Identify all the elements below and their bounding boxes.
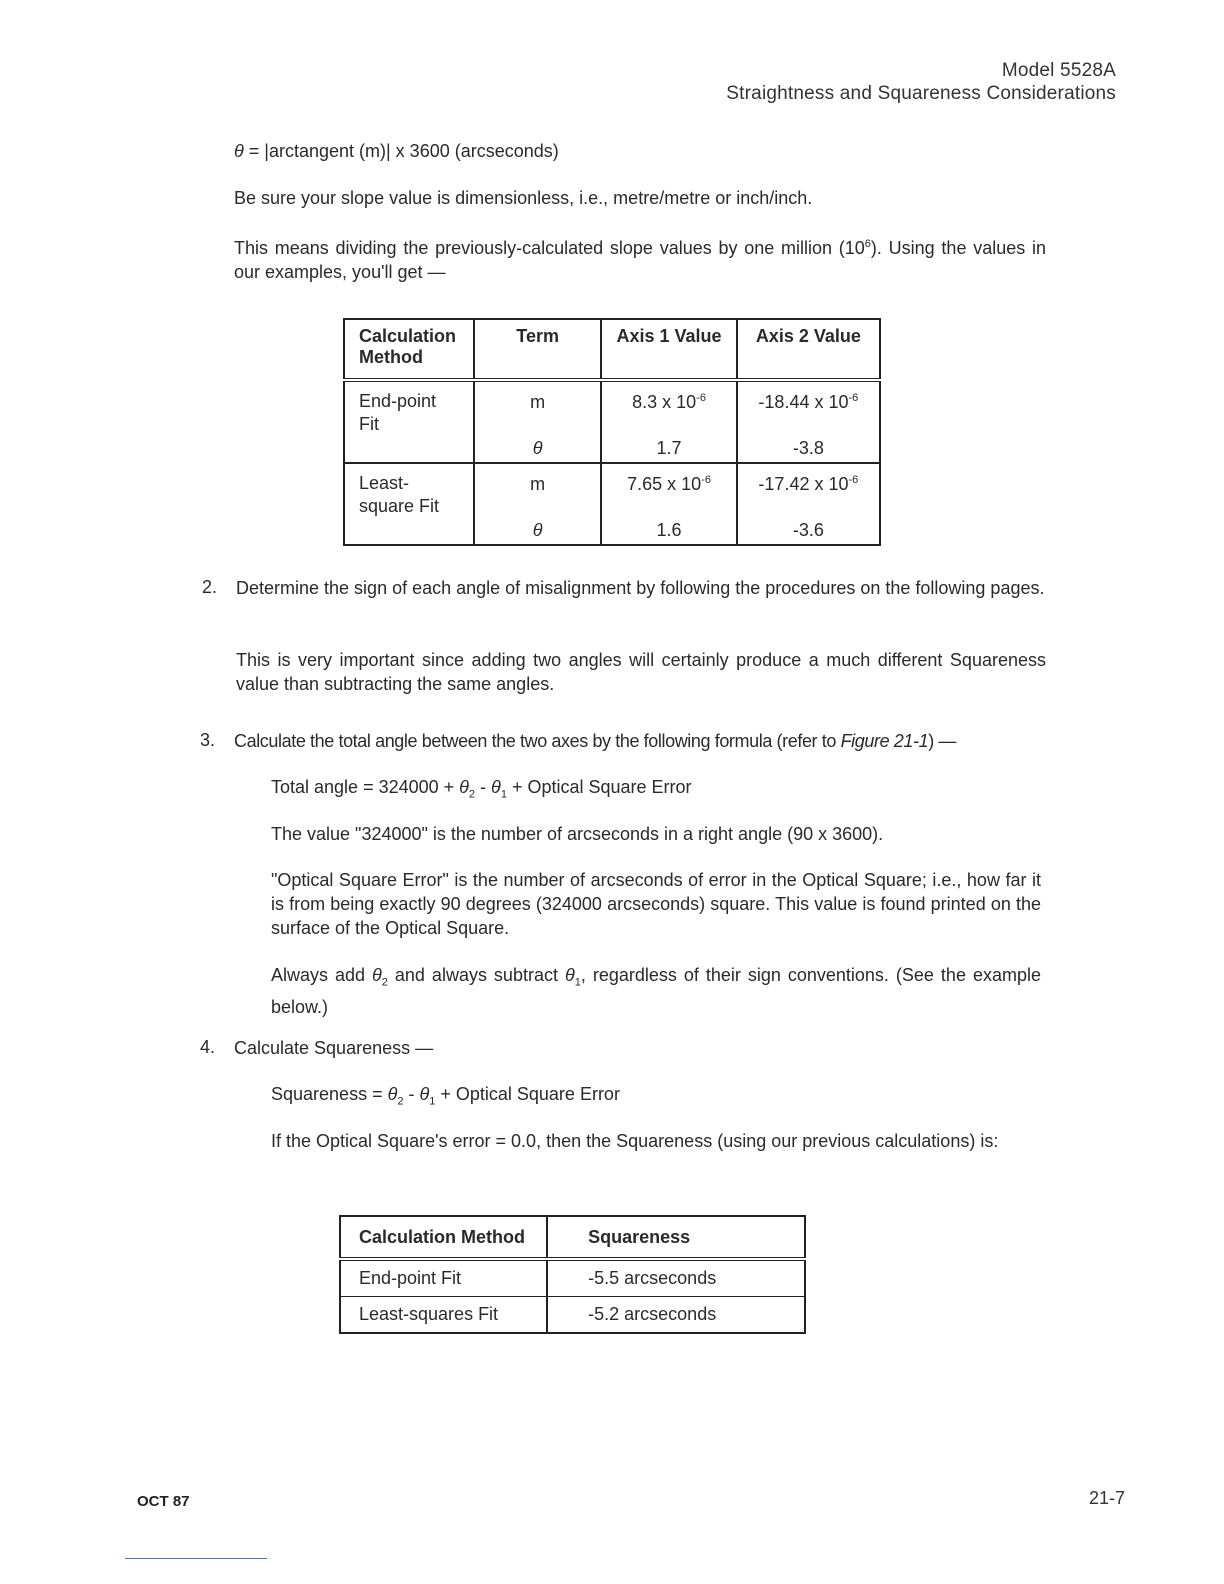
theta-formula-text: = |arctangent (m)| x 3600 (arcseconds) — [243, 141, 559, 161]
term-theta: θ — [532, 520, 543, 540]
theta1-subscript: 1 — [500, 788, 507, 801]
theta1-subscript: 1 — [574, 976, 581, 989]
axis1-m-exp: -6 — [701, 474, 711, 486]
step2-note: This is very important since adding two angles will certainly produce a much different Squareness value than subtracting the same angles. — [236, 650, 1046, 694]
axis2-m-exp: -6 — [848, 392, 859, 404]
theta1-symbol: θ — [419, 1084, 430, 1104]
dividing-exponent: 6 — [864, 238, 871, 250]
step3-text-after: ) — — [928, 731, 957, 751]
squareness-cell: -5.2 arcseconds — [588, 1304, 717, 1324]
always-text-a: Always add — [271, 965, 373, 985]
footer-date: OCT 87 — [137, 1493, 190, 1510]
theta1-symbol: θ — [564, 965, 575, 985]
table-header-row — [340, 1216, 805, 1259]
table-row — [340, 1259, 805, 1297]
term-theta: θ — [532, 438, 543, 458]
axis1-m-value — [602, 474, 735, 495]
squareness-table — [339, 1215, 806, 1334]
axis2-m-base: -17.42 x 10 — [758, 474, 849, 494]
step4-number: 4. — [200, 1037, 216, 1057]
axis2-m-base: -18.44 x 10 — [758, 392, 849, 412]
minus-sign: - — [403, 1084, 420, 1104]
header-calculation-method: Calculation Method — [344, 319, 474, 380]
squareness-formula — [271, 1082, 620, 1114]
axis1-m-exp: -6 — [696, 392, 706, 404]
minus-sign: - — [475, 777, 492, 797]
error-note: "Optical Square Error" is the number of arcseconds of error in the Optical Square; i.e., how far it is from being exactly 90 degrees (324000 arcseconds) square. This value is found printed on the surface of the Optical Square. — [271, 870, 1041, 938]
dimensionless-paragraph: Be sure your slope value is dimensionless, i.e., metre/metre or inch/inch. — [234, 188, 813, 208]
total-angle-formula-start: Total angle = 324000 + — [271, 777, 460, 797]
table-header-row — [344, 319, 880, 380]
dividing-text-after: ). Using the values in our examples, you'll get — — [234, 238, 1046, 282]
theta-symbol: θ — [234, 141, 244, 161]
header-calculation-method: Calculation Method — [340, 1216, 547, 1259]
always-text-c: , regardless of their sign conventions. (See the example below.) — [271, 965, 1041, 1017]
axis1-m-base: 8.3 x 10 — [632, 392, 697, 412]
theta-formula — [234, 139, 559, 163]
theta2-symbol: θ — [372, 965, 382, 985]
table-row — [340, 1297, 805, 1334]
table-row — [344, 380, 880, 463]
axis1-m-base: 7.65 x 10 — [627, 474, 702, 494]
header-squareness: Squareness — [547, 1216, 805, 1259]
slope-angle-table — [343, 318, 881, 546]
squareness-formula-end: + Optical Square Error — [435, 1084, 620, 1104]
header-section: Straightness and Squareness Considerations — [726, 83, 1116, 104]
dividing-text-before: This means dividing the previously-calculated slope values by one million (10 — [234, 238, 865, 258]
step3-text — [234, 729, 1054, 753]
method-cell: Least-squares Fit — [340, 1297, 547, 1334]
term-m: m — [530, 392, 546, 412]
total-angle-formula-end: + Optical Square Error — [506, 777, 692, 797]
row-method: End-point Fit — [359, 391, 437, 434]
axis2-theta-value: -3.8 — [792, 438, 824, 458]
row-method: Least-square Fit — [359, 473, 440, 516]
squareness-formula-start: Squareness = — [271, 1084, 388, 1104]
axis2-m-exp: -6 — [848, 474, 859, 486]
step3-text-before: Calculate the total angle between the two axes by the following formula (refer to — [234, 731, 841, 751]
term-m: m — [530, 474, 546, 494]
header-axis2: Axis 2 Value — [737, 319, 880, 380]
header-model: Model 5528A — [1001, 60, 1116, 81]
if-text: If the Optical Square's error = 0.0, then the Squareness (using our previous calculations) is: — [271, 1131, 999, 1151]
axis1-m-value — [602, 392, 735, 413]
axis2-theta-value: -3.6 — [792, 520, 824, 540]
step3-number: 3. — [200, 730, 216, 750]
axis2-m-value — [738, 392, 879, 413]
axis1-theta-value: 1.6 — [656, 520, 682, 540]
method-cell: End-point Fit — [340, 1259, 547, 1297]
axis2-m-value — [738, 474, 879, 495]
theta2-subscript: 2 — [381, 976, 388, 989]
header-axis1: Axis 1 Value — [601, 319, 736, 380]
table-row — [344, 463, 880, 545]
always-note — [271, 963, 1041, 1019]
theta2-symbol: θ — [387, 1084, 398, 1104]
step2-number: 2. — [202, 577, 218, 597]
header-term: Term — [474, 319, 601, 380]
theta2-subscript: 2 — [397, 1095, 404, 1108]
dividing-paragraph — [234, 232, 1046, 284]
axis1-theta-value: 1.7 — [656, 438, 682, 458]
always-text-b: and always subtract — [387, 965, 565, 985]
blue-rule — [125, 1558, 267, 1559]
theta1-subscript: 1 — [429, 1095, 436, 1108]
theta2-subscript: 2 — [468, 788, 476, 801]
figure-reference: Figure 21-1 — [840, 731, 929, 751]
value-note: The value "324000" is the number of arcseconds in a right angle (90 x 3600). — [271, 824, 884, 844]
page-number: 21-7 — [1088, 1488, 1125, 1508]
theta2-symbol: θ — [459, 777, 469, 797]
step4-text: Calculate Squareness — — [234, 1038, 434, 1058]
total-angle-formula — [271, 775, 692, 807]
squareness-cell: -5.5 arcseconds — [547, 1259, 805, 1297]
step2-text: Determine the sign of each angle of misalignment by following the procedures on the following pages. — [236, 578, 1045, 598]
theta1-symbol: θ — [491, 777, 501, 797]
